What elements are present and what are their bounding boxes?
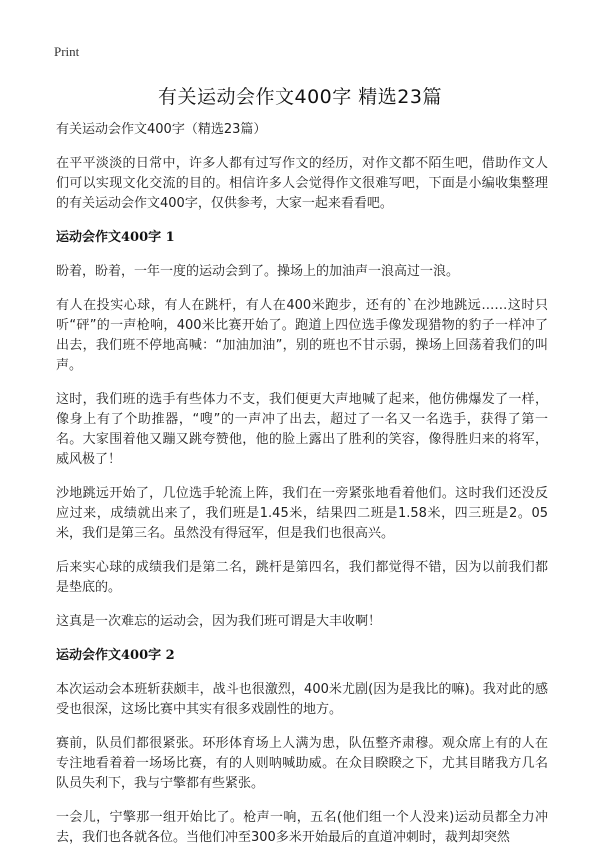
page-title: 有关运动会作文400字 精选23篇 bbox=[158, 86, 442, 108]
section-1 bbox=[56, 228, 548, 632]
paragraph: 沙地跳远开始了，几位选手轮流上阵，我们在一旁紧张地看着他们。这时我们还没反应过来，成绩就出来了，我们班是1.45米，结果四二班是1.58米，四三班是2。05米，我们是第三名。虽然没有得冠军，但是我们也很高兴。 bbox=[56, 486, 548, 541]
section-heading: 运动会作文400字 2 bbox=[56, 648, 175, 663]
paragraph: 赛前，队员们都很紧张。环形体育场上人满为患，队伍整齐肃穆。观众席上有的人在专注地看着着一场场比赛，有的人则呐喊助威。在众目睽睽之下，尤其目睹我方几名队员失利下，我与宁擎都有些紧张。 bbox=[56, 736, 548, 791]
intro-paragraph: 在平平淡淡的日常中，许多人都有过写作文的经历，对作文都不陌生吧，借助作文人们可以实现文化交流的目的。相信许多人会觉得作文很难写吧，下面是小编收集整理的有关运动会作文400字，仅供参考，大家一起来看看吧。 bbox=[56, 156, 548, 211]
paragraph: 一会儿，宁擎那一组开始比了。枪声一响，五名(他们组一个人没来)运动员都全力冲去，我们也各就各位。当他们冲至300多米开始最后的直道冲刺时，裁判却突然 bbox=[56, 810, 548, 845]
paragraph: 这真是一次难忘的运动会，因为我们班可谓是大丰收啊！ bbox=[56, 614, 382, 629]
article-body bbox=[56, 120, 548, 862]
paragraph: 这时，我们班的选手有些体力不支，我们便更大声地喊了起来，他仿佛爆发了一样，像身上有了个助推器，“嗖”的一声冲了出去，超过了一名又一名选手，获得了第一名。大家围着他又蹦又跳夸赞他，他的脸上露出了胜利的笑容，像得胜归来的将军，威风极了！ bbox=[56, 392, 548, 467]
paragraph: 后来实心球的成绩我们是第二名，跳杆是第四名，我们都觉得不错，因为以前我们都是垫底的。 bbox=[56, 560, 548, 595]
article-subtitle: 有关运动会作文400字（精选23篇） bbox=[56, 122, 267, 137]
print-link[interactable]: Print bbox=[54, 44, 80, 59]
paragraph: 盼着，盼着，一年一度的运动会到了。操场上的加油声一浪高过一浪。 bbox=[56, 264, 460, 279]
paragraph: 有人在投实心球，有人在跳杆，有人在400米跑步，还有的`在沙地跳远……这时只听“砰”的一声枪响，400米比赛开始了。跑道上四位选手像发现猎物的豹子一样冲了出去，我们班不停地高喊：“加油加油”，别的班也不甘示弱，操场上回荡着我们的叫声。 bbox=[56, 298, 548, 373]
paragraph: 本次运动会本班斩获颇丰，战斗也很激烈，400米尤剧(因为是我比的嘛)。我对此的感受也很深，这场比赛中其实有很多戏剧性的地方。 bbox=[56, 682, 548, 717]
section-heading: 运动会作文400字 1 bbox=[56, 230, 175, 245]
section-2 bbox=[56, 646, 548, 848]
